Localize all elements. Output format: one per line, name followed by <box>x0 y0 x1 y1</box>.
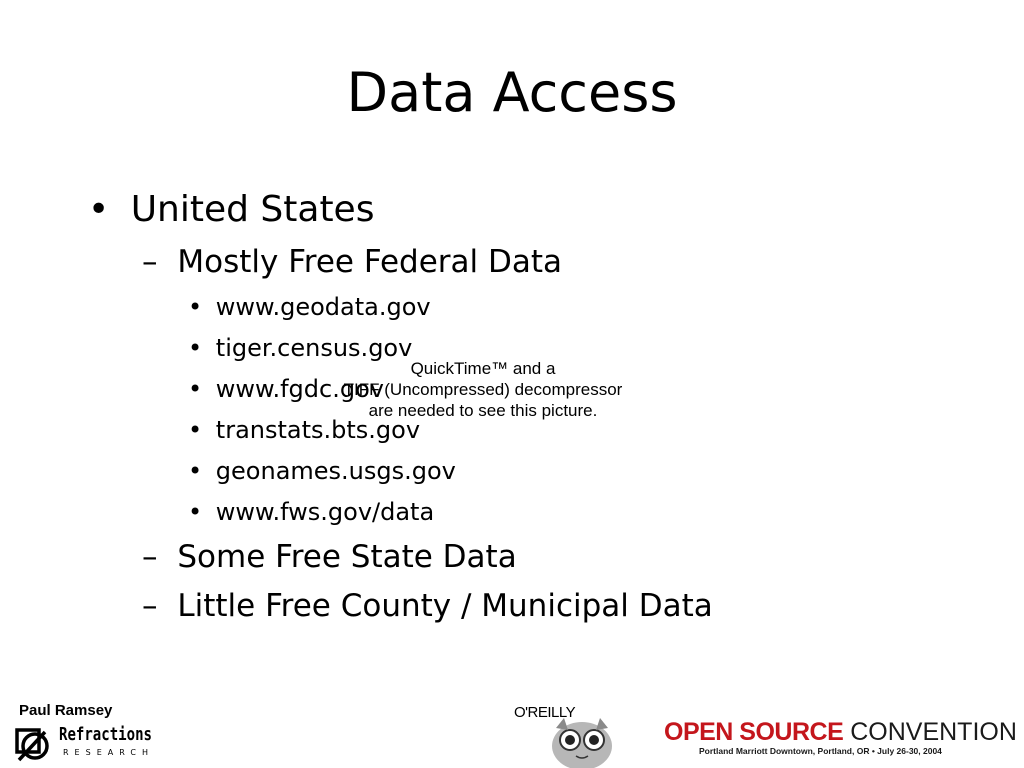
dash-marker: – <box>142 244 158 280</box>
placeholder-line: are needed to see this picture. <box>368 401 598 420</box>
conference-details: Portland Marriott Downtown, Portland, OR • July 26-30, 2004 <box>699 746 942 756</box>
conference-title-accent: OPEN SOURCE <box>664 718 844 746</box>
bullet-level3 <box>188 455 456 487</box>
dash-marker: – <box>142 588 158 624</box>
bullet-text: United States <box>130 189 375 230</box>
bullet-marker: • <box>188 293 203 321</box>
bullet-marker: • <box>188 416 203 444</box>
bullet-level3 <box>188 291 431 323</box>
conference-title <box>664 718 1017 747</box>
placeholder-line: TIFF (Uncompressed) decompressor <box>343 380 623 399</box>
slide-title: Data Access <box>346 61 678 124</box>
bullet-marker: • <box>188 457 203 485</box>
refractions-subtitle: RESEARCH <box>63 748 154 757</box>
bullet-level2 <box>142 586 713 626</box>
dash-marker: – <box>142 539 158 575</box>
oreilly-wordmark: O'REILLY <box>514 704 576 721</box>
bullet-level2 <box>142 537 517 577</box>
refractions-wordmark: Refractions <box>59 724 152 745</box>
bullet-link-text: www.geodata.gov <box>215 293 431 321</box>
refractions-mark-icon <box>15 722 51 762</box>
bullet-level2 <box>142 242 562 282</box>
missing-image-placeholder <box>300 358 666 421</box>
bullet-level3 <box>188 496 434 528</box>
bullet-link-text: www.fgdc.gov <box>215 375 384 403</box>
bullet-link-text: www.fws.gov/data <box>215 498 435 526</box>
bullet-link-text: transtats.bts.gov <box>215 416 421 444</box>
bullet-link-text: geonames.usgs.gov <box>215 457 456 485</box>
bullet-marker: • <box>188 375 203 403</box>
bullet-marker: • <box>88 189 110 230</box>
bullet-text: Some Free State Data <box>177 539 517 575</box>
conference-title-rest: CONVENTION <box>843 718 1017 746</box>
bullet-text: Little Free County / Municipal Data <box>177 588 713 624</box>
tarsier-mascot-icon <box>546 712 618 768</box>
author-name: Paul Ramsey <box>19 702 113 719</box>
placeholder-line: QuickTime™ and a <box>410 359 556 378</box>
refractions-logo <box>15 722 155 764</box>
bullet-level1 <box>88 188 374 232</box>
bullet-marker: • <box>188 334 203 362</box>
bullet-text: Mostly Free Federal Data <box>177 244 563 280</box>
bullet-link-text: tiger.census.gov <box>215 334 413 362</box>
bullet-marker: • <box>188 498 203 526</box>
